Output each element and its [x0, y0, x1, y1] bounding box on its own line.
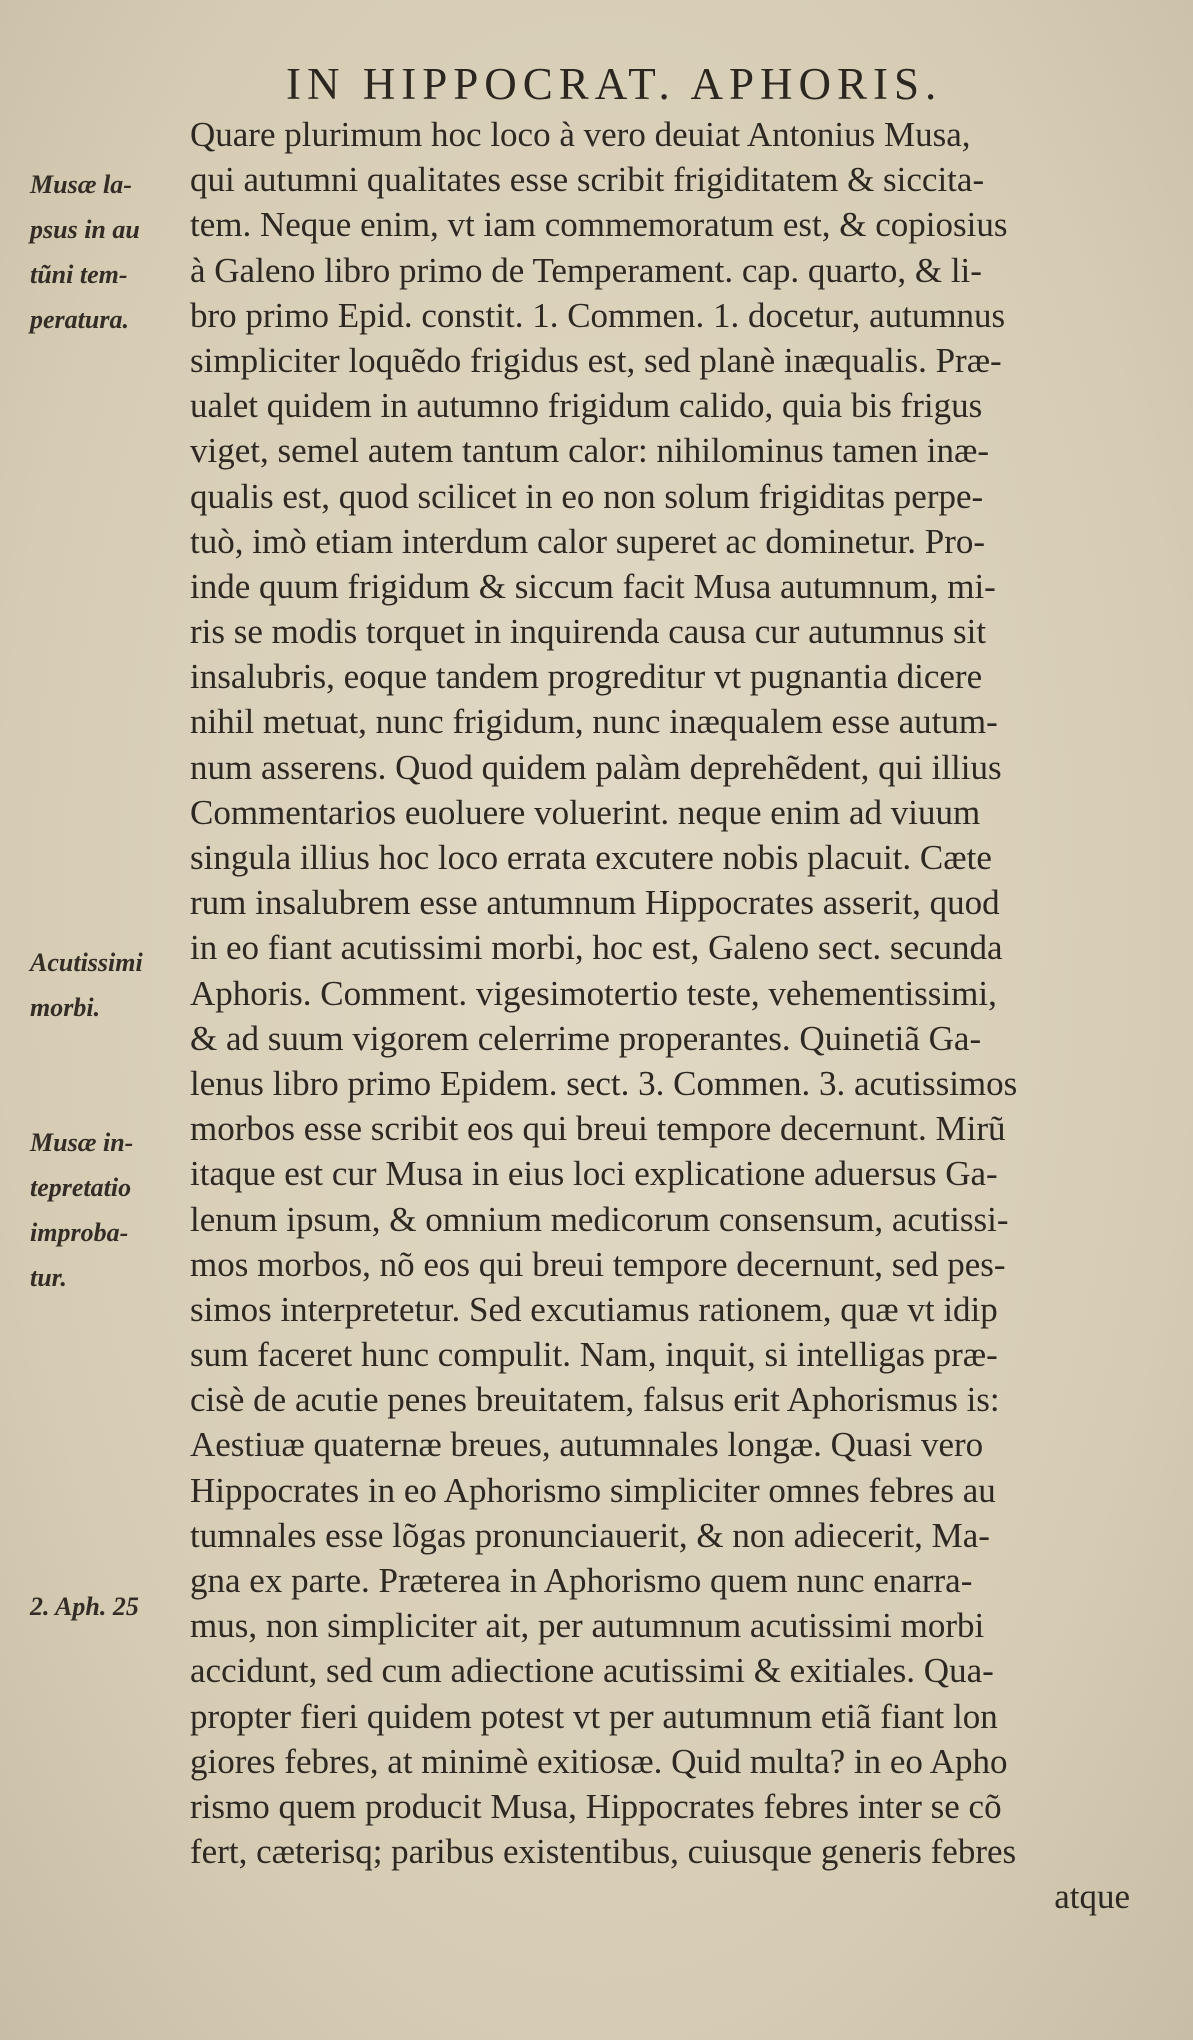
text-line: sum faceret hunc compulit. Nam, inquit, si intelligas præ-	[190, 1335, 998, 1375]
margin-note-line: morbi.	[30, 993, 101, 1022]
margin-note-line: 2. Aph. 25	[30, 1592, 139, 1621]
text-line: rismo quem producit Musa, Hippocrates febres inter se cõ	[190, 1786, 1002, 1826]
text-line: simpliciter loquẽdo frigidus est, sed planè inæqualis. Præ-	[190, 340, 1002, 380]
margin-note-line: tepretatio	[30, 1173, 132, 1202]
margin-note-musae-lapsus	[30, 162, 140, 342]
margin-note-musae-interpretatio	[30, 1120, 133, 1300]
text-line: tem. Neque enim, vt iam commemoratum est, & copiosius	[190, 205, 1008, 245]
text-line: lenus libro primo Epidem. sect. 3. Commen. 3. acutissimos	[190, 1063, 1018, 1103]
margin-note-aphorism-ref	[30, 1584, 139, 1629]
text-line: accidunt, sed cum adiectione acutissimi & exitiales. Qua-	[190, 1651, 994, 1691]
text-line: nihil metuat, nunc frigidum, nunc inæqualem esse autum-	[190, 702, 998, 742]
text-line: giores febres, at minimè exitiosæ. Quid multa? in eo Apho	[190, 1741, 1008, 1781]
text-line: tuò, imò etiam interdum calor superet ac dominetur. Pro-	[190, 521, 986, 561]
text-line: Aestiuæ quaternæ breues, autumnales longæ. Quasi vero	[190, 1425, 984, 1465]
margin-note-line: psus in au	[30, 215, 140, 244]
text-line: inde quum frigidum & siccum facit Musa autumnum, mi-	[190, 566, 996, 606]
margin-note-line: peratura.	[30, 305, 129, 334]
text-line: itaque est cur Musa in eius loci explicatione aduersus Ga-	[190, 1154, 998, 1194]
text-line: fert, cæterisq; paribus existentibus, cuiusque generis febres	[190, 1832, 1017, 1872]
text-line: Hippocrates in eo Aphorismo simpliciter omnes febres au	[190, 1470, 996, 1510]
text-line: mos morbos, nõ eos qui breui tempore decernunt, sed pes-	[190, 1244, 1006, 1284]
margin-note-line: tũni tem-	[30, 260, 128, 289]
text-line: num asserens. Quod quidem palàm deprehẽdent, qui illius	[190, 747, 1002, 787]
text-line: Aphoris. Comment. vigesimotertio teste, vehementissimi,	[190, 973, 997, 1013]
text-line: lenum ipsum, & omnium medicorum consensum, acutissi-	[190, 1199, 1009, 1239]
text-line: Quare plurimum hoc loco à vero deuiat Antonius Musa,	[190, 115, 971, 154]
text-line: morbos esse scribit eos qui breui tempore decernunt. Mirũ	[190, 1109, 1006, 1149]
margin-note-line: tur.	[30, 1263, 67, 1292]
text-line: tumnales esse lõgas pronunciauerit, & non adiecerit, Ma-	[190, 1515, 990, 1555]
text-line: mus, non simpliciter ait, per autumnum acutissimi morbi	[190, 1606, 985, 1646]
margin-note-line: Musæ la-	[30, 170, 132, 199]
text-line: ualet quidem in autumno frigidum calido, quia bis frigus	[190, 386, 983, 426]
text-line: in eo fiant acutissimi morbi, hoc est, Galeno sect. secunda	[190, 928, 1003, 968]
text-line: ris se modis torquet in inquirenda causa cur autumnus sit	[190, 612, 987, 652]
text-line: gna ex parte. Præterea in Aphorismo quem nunc enarra-	[190, 1561, 973, 1600]
text-line: Commentarios euoluere voluerint. neque enim ad viuum	[190, 792, 981, 832]
running-head: IN HIPPOCRAT. APHORIS.	[286, 59, 943, 109]
text-line: singula illius hoc loco errata excutere nobis placuit. Cæte	[190, 838, 992, 877]
text-line: qualis est, quod scilicet in eo non solum frigiditas perpe-	[190, 476, 984, 516]
margin-note-line: improba-	[30, 1218, 129, 1247]
text-line: simos interpretetur. Sed excutiamus rationem, quæ vt idip	[190, 1289, 998, 1329]
text-line: viget, semel autem tantum calor: nihilominus tamen inæ-	[190, 431, 990, 471]
catchword: atque	[1054, 1877, 1130, 1917]
text-line: propter fieri quidem potest vt per autumnum etiã fiant lon	[190, 1696, 998, 1736]
margin-note-acutissimi-morbi	[30, 940, 143, 1030]
text-line: bro primo Epid. constit. 1. Commen. 1. docetur, autumnus	[190, 295, 1006, 335]
text-line: cisè de acutie penes breuitatem, falsus erit Aphorismus is:	[190, 1380, 1000, 1420]
body-text	[190, 112, 1140, 1920]
margin-note-line: Acutissimi	[30, 948, 143, 977]
text-line: rum insalubrem esse antumnum Hippocrates asserit, quod	[190, 883, 1000, 923]
margin-note-line: Musæ in-	[30, 1128, 134, 1157]
text-line: à Galeno libro primo de Temperament. cap. quarto, & li-	[190, 250, 982, 290]
text-line: & ad suum vigorem celerrime properantes. Quinetiã Ga-	[190, 1018, 982, 1058]
text-line: qui autumni qualitates esse scribit frigiditatem & siccita-	[190, 160, 985, 200]
text-line: insalubris, eoque tandem progreditur vt pugnantia dicere	[190, 657, 983, 697]
